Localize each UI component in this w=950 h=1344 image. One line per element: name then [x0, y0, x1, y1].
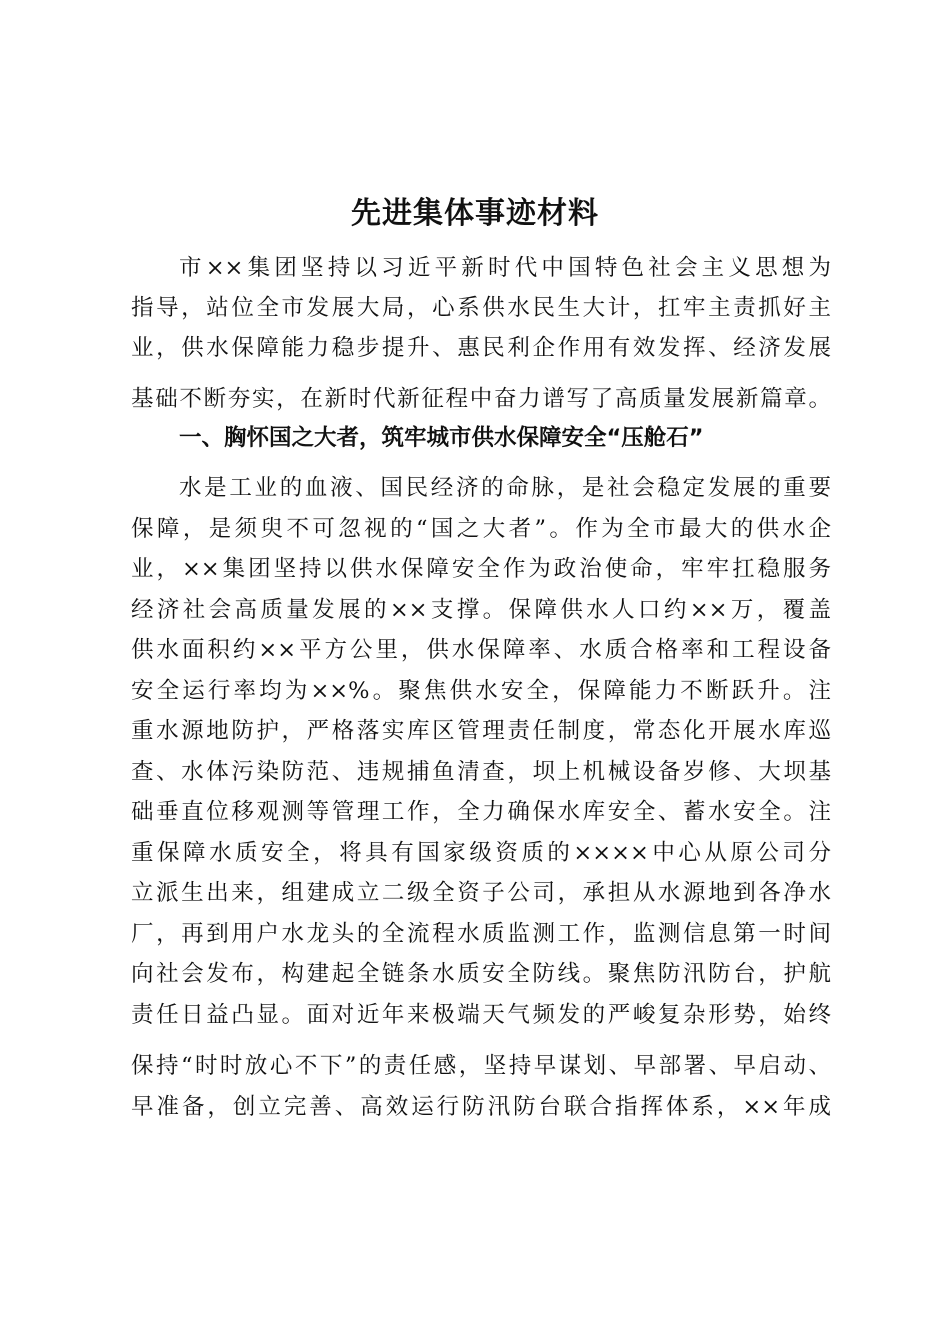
paragraph-line: 础垂直位移观测等管理工作，全力确保水库安全、蓄水安全。注: [131, 799, 831, 825]
section1-paragraph: [131, 468, 831, 1127]
paragraph-line: 安全运行率均为××%。聚焦供水安全，保障能力不断跃升。注: [131, 677, 831, 704]
paragraph-line: 市××集团坚持以习近平新时代中国特色社会主义思想为: [179, 255, 831, 281]
paragraph-line: 经济社会高质量发展的××支撑。保障供水人口约××万，覆盖: [131, 596, 831, 623]
paragraph-line: 向社会发布，构建起全链条水质安全防线。聚焦防汛防台，护航: [131, 961, 831, 987]
document-title: 先进集体事迹材料: [351, 196, 599, 231]
paragraph-line: 立派生出来，组建成立二级全资子公司，承担从水源地到各净水: [131, 880, 831, 906]
paragraph-line: 保持“时时放心不下”的责任感，坚持早谋划、早部署、早启动、: [131, 1053, 831, 1079]
paragraph-line: 厂，再到用户水龙头的全流程水质监测工作，监测信息第一时间: [131, 920, 831, 947]
paragraph-line: 水是工业的血液、国民经济的命脉，是社会稳定发展的重要: [179, 475, 831, 501]
paragraph-line: 业，××集团坚持以供水保障安全作为政治使命，牢牢扛稳服务: [131, 556, 831, 582]
section-heading: 一、胸怀国之大者，筑牢城市供水保障安全“压舱石”: [179, 425, 704, 451]
paragraph-line: 供水面积约××平方公里，供水保障率、水质合格率和工程设备: [131, 637, 831, 663]
paragraph-line: 重水源地防护，严格落实库区管理责任制度，常态化开展水库巡: [131, 718, 831, 744]
paragraph-line: 早准备，创立完善、高效运行防汛防台联合指挥体系，××年成: [131, 1093, 831, 1120]
paragraph-line: 责任日益凸显。面对近年来极端天气频发的严峻复杂形势，始终: [131, 1001, 831, 1028]
paragraph-line: 重保障水质安全，将具有国家级资质的××××中心从原公司分: [131, 839, 831, 866]
paragraph-line: 业，供水保障能力稳步提升、惠民利企作用有效发挥、经济发展: [131, 335, 831, 361]
intro-paragraph: [131, 248, 831, 419]
paragraph-line: 查、水体污染防范、违规捕鱼清查，坝上机械设备岁修、大坝基: [131, 758, 831, 785]
paragraph-line: 保障，是须臾不可忽视的“国之大者”。作为全市最大的供水企: [131, 515, 831, 542]
paragraph-line: 基础不断夯实，在新时代新征程中奋力谱写了高质量发展新篇章。: [131, 386, 831, 412]
paragraph-line: 指导，站位全市发展大局，心系供水民生大计，扛牢主责抓好主: [131, 295, 831, 321]
